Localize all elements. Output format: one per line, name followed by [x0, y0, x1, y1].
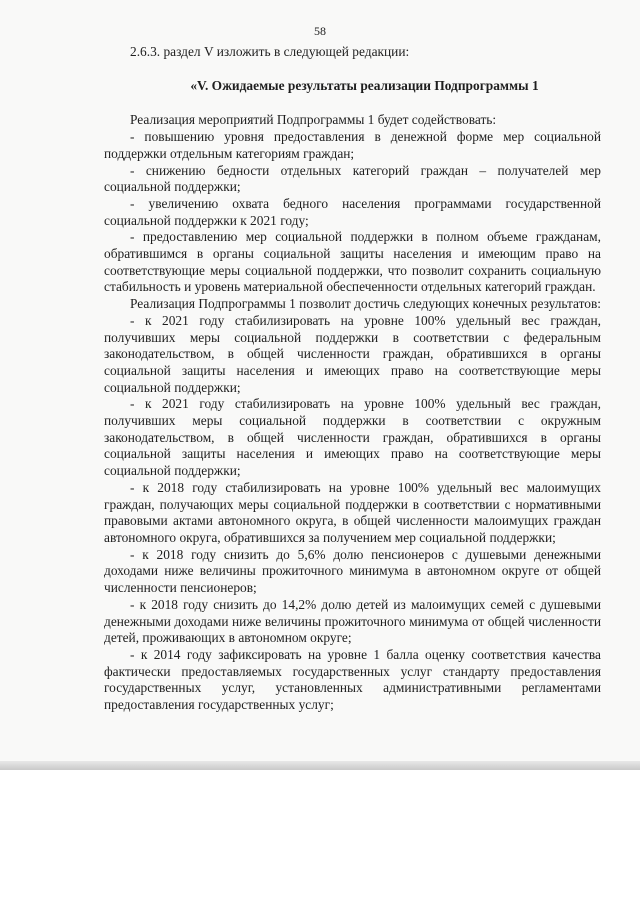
lead-paragraph-1: Реализация мероприятий Подпрограммы 1 будет содействовать:: [130, 112, 497, 128]
section-heading: «V. Ожидаемые результаты реализации Подпрограммы 1: [190, 77, 539, 93]
document-body: [104, 44, 601, 714]
list-item: - повышению уровня предоставления в денежной форме мер социальной поддержки отдельным категориям граждан;: [104, 129, 601, 161]
list-item: - снижению бедности отдельных категорий граждан – получателей мер социальной поддержки;: [104, 162, 601, 195]
list-item: - к 2018 году стабилизировать на уровне 100% удельный вес малоимущих граждан, получающих меры социальной поддержки в соответствии с нормативными правовыми актами автономного округа, в общей численности малоимущих граждан автономного округа, обратившихся за получением мер социальной поддержки;: [104, 479, 601, 545]
list-item: - увеличению охвата бедного населения программами государственной социальной поддержки к 2021 году;: [104, 195, 601, 228]
list-item: - к 2018 году снизить до 5,6% долю пенсионеров с душевыми денежными доходами ниже величины прожиточного минимума в автономном округе от общей численности пенсионеров;: [104, 546, 601, 596]
list-item: - к 2014 году зафиксировать на уровне 1 балла оценку соответствия качества фактически предоставляемых государственных услуг стандарту предоставления государственных услуг, установленных административными регламентами предоставления государственных услуг;: [104, 646, 601, 713]
page-number: 58: [314, 24, 326, 38]
scan-bottom-edge: [0, 761, 640, 770]
lead-paragraph-2: Реализация Подпрограммы 1 позволит достичь следующих конечных результатов:: [130, 296, 601, 312]
list-item: - предоставлению мер социальной поддержки в полном объеме гражданам, обратившимся в органы социальной защиты населения и имеющим право на соответствующие меры социальной поддержки, что позволит сохранить социальную стабильность и уровень материальной обеспеченности отдельных категорий граждан.: [104, 229, 601, 295]
list-item: - к 2018 году снизить до 14,2% долю детей из малоимущих семей с душевыми денежными доходами ниже величины прожиточного минимума от общей численности детей, проживающих в автономном округе;: [104, 596, 601, 646]
list-item: - к 2021 году стабилизировать на уровне 100% удельный вес граждан, получивших меры социальной поддержки в соответствии с окружным законодательством, в общей численности граждан, обратившихся в органы социальной защиты населения и имеющих право на соответствующие меры социальной поддержки;: [104, 396, 601, 479]
list-item: - к 2021 году стабилизировать на уровне 100% удельный вес граждан, получивших меры социальной поддержки в соответствии с федеральным законодательством, в общей численности граждан, обратившихся в органы социальной защиты населения и имеющих право на соответствующие меры социальной поддержки;: [104, 312, 601, 395]
intro-line: 2.6.3. раздел V изложить в следующей редакции:: [130, 44, 410, 59]
